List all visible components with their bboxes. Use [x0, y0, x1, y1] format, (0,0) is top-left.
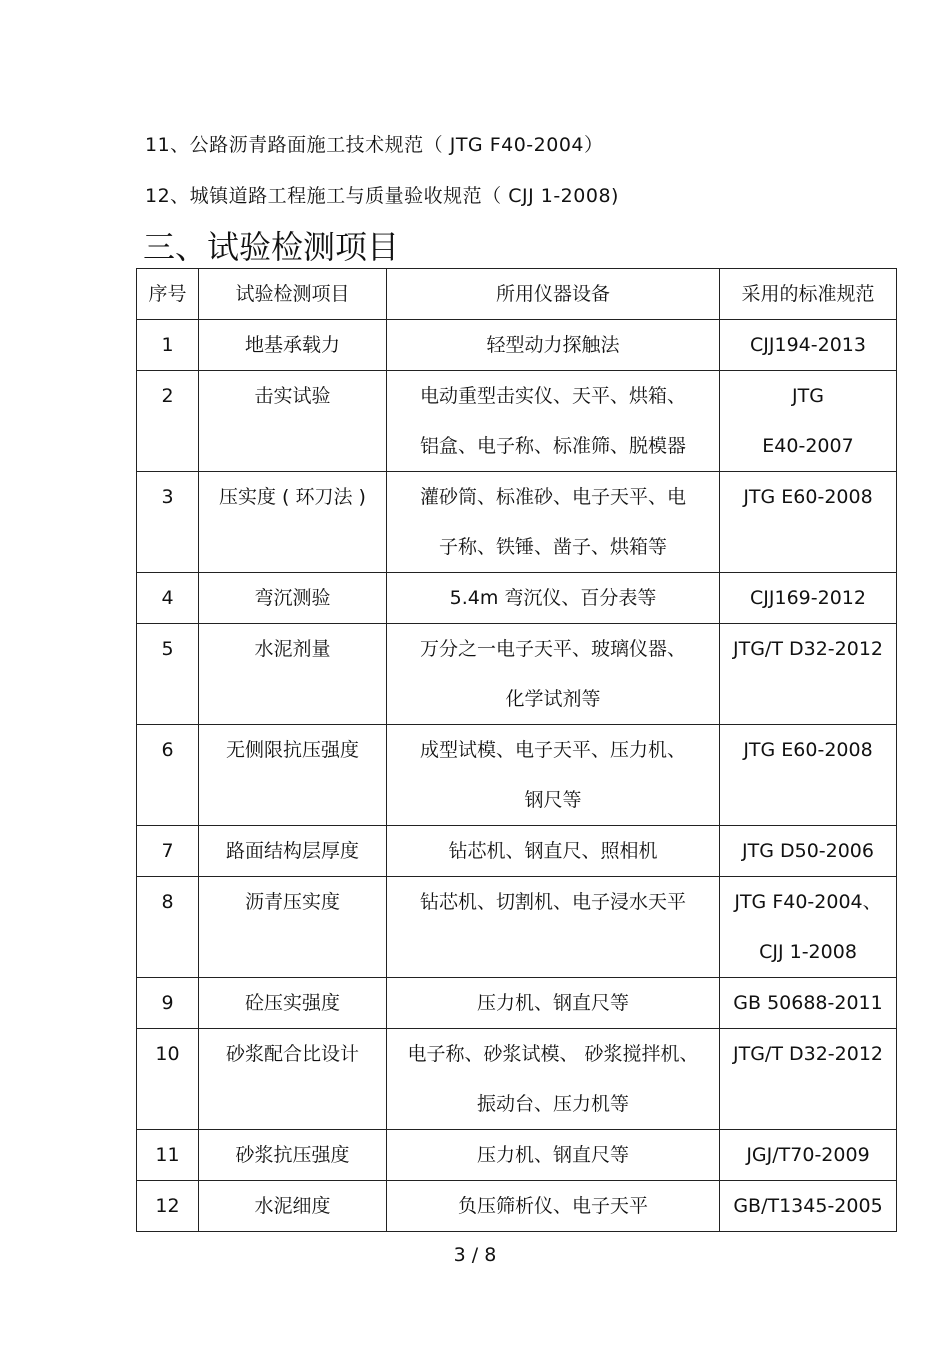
reference-line-12: 12、城镇道路工程施工与质量验收规范（ CJJ 1-2008): [145, 185, 619, 207]
table-body: [137, 320, 897, 1232]
equipment-line: 钻芯机、切割机、电子浸水天平: [419, 891, 686, 913]
row-item: 压实度 ( 环刀法 ): [199, 472, 387, 573]
row-standard: [720, 320, 897, 371]
row-no: 4: [137, 573, 199, 624]
row-standard: [720, 877, 897, 978]
table-row: [137, 1029, 897, 1130]
row-item: 路面结构层厚度: [199, 826, 387, 877]
equipment-line: 化学试剂等: [505, 688, 601, 710]
row-no: 12: [137, 1181, 199, 1232]
row-equipment: [387, 978, 720, 1029]
section-title: 三、试验检测项目: [143, 228, 400, 266]
standard-line: JTG F40-2004、: [734, 891, 882, 913]
table-row: [137, 826, 897, 877]
table-row: [137, 371, 897, 472]
row-equipment: [387, 472, 720, 573]
table-row: [137, 725, 897, 826]
row-no: 8: [137, 877, 199, 978]
standard-line: E40-2007: [762, 435, 854, 457]
equipment-line: 钢尺等: [524, 789, 582, 811]
row-item: 沥青压实度: [199, 877, 387, 978]
standard-line: GB 50688-2011: [733, 992, 883, 1014]
equipment-line: 万分之一电子天平、玻璃仪器、: [419, 638, 686, 660]
row-equipment: [387, 1181, 720, 1232]
equipment-line: 负压筛析仪、电子天平: [457, 1195, 648, 1217]
standard-line: JTG E60-2008: [743, 486, 873, 508]
row-equipment: [387, 624, 720, 725]
row-standard: [720, 573, 897, 624]
table-row: [137, 320, 897, 371]
row-equipment: [387, 371, 720, 472]
equipment-line: 铝盒、电子称、标准筛、脱模器: [419, 435, 686, 457]
equipment-line: 电动重型击实仪、天平、烘箱、: [419, 385, 686, 407]
table-row: [137, 877, 897, 978]
row-equipment: [387, 725, 720, 826]
row-no: 6: [137, 725, 199, 826]
header-standard: 采用的标准规范: [720, 269, 897, 320]
table-row: [137, 624, 897, 725]
row-equipment: [387, 877, 720, 978]
row-no: 7: [137, 826, 199, 877]
standard-line: CJJ 1-2008: [759, 941, 857, 963]
row-item: 弯沉测验: [199, 573, 387, 624]
table-row: [137, 472, 897, 573]
row-no: 5: [137, 624, 199, 725]
row-item: 地基承载力: [199, 320, 387, 371]
row-standard: [720, 1029, 897, 1130]
row-item: 水泥剂量: [199, 624, 387, 725]
table-row: [137, 978, 897, 1029]
table-header-row: [137, 269, 897, 320]
row-standard: [720, 1181, 897, 1232]
row-no: 9: [137, 978, 199, 1029]
standard-line: CJJ194-2013: [750, 334, 866, 356]
row-standard: [720, 472, 897, 573]
row-no: 1: [137, 320, 199, 371]
equipment-line: 压力机、钢直尺等: [476, 1144, 629, 1166]
equipment-line: 灌砂筒、标准砂、电子天平、电: [419, 486, 686, 508]
row-item: 无侧限抗压强度: [199, 725, 387, 826]
standard-line: CJJ169-2012: [750, 587, 866, 609]
standard-line: JTG E60-2008: [743, 739, 873, 761]
row-equipment: [387, 826, 720, 877]
row-no: 10: [137, 1029, 199, 1130]
header-item: 试验检测项目: [199, 269, 387, 320]
standard-line: JTG/T D32-2012: [733, 638, 883, 660]
row-item: 砼压实强度: [199, 978, 387, 1029]
equipment-line: 电子称、砂浆试模、 砂浆搅拌机、: [407, 1043, 699, 1065]
row-standard: [720, 725, 897, 826]
test-items-table: [136, 268, 897, 1232]
header-no: 序号: [137, 269, 199, 320]
row-standard: [720, 826, 897, 877]
row-standard: [720, 978, 897, 1029]
row-item: 击实试验: [199, 371, 387, 472]
equipment-line: 钻芯机、钢直尺、照相机: [448, 840, 658, 862]
row-item: 水泥细度: [199, 1181, 387, 1232]
standard-line: JTG: [792, 385, 824, 407]
header-equipment: 所用仪器设备: [387, 269, 720, 320]
row-equipment: [387, 320, 720, 371]
equipment-line: 振动台、压力机等: [476, 1093, 629, 1115]
row-item: 砂浆抗压强度: [199, 1130, 387, 1181]
row-equipment: [387, 573, 720, 624]
equipment-line: 轻型动力探触法: [486, 334, 620, 356]
row-equipment: [387, 1029, 720, 1130]
standard-line: GB/T1345-2005: [733, 1195, 883, 1217]
reference-line-11: 11、公路沥青路面施工技术规范（ JTG F40-2004）: [145, 134, 604, 156]
row-no: 11: [137, 1130, 199, 1181]
equipment-line: 5.4m 弯沉仪、百分表等: [449, 587, 657, 609]
equipment-line: 成型试模、电子天平、压力机、: [419, 739, 686, 761]
row-item: 砂浆配合比设计: [199, 1029, 387, 1130]
standard-line: JTG/T D32-2012: [733, 1043, 883, 1065]
standard-line: JGJ/T70-2009: [746, 1144, 870, 1166]
row-standard: [720, 1130, 897, 1181]
equipment-line: 子称、铁锤、凿子、烘箱等: [438, 536, 667, 558]
table-row: [137, 1130, 897, 1181]
page-number: 3 / 8: [453, 1244, 497, 1266]
standard-line: JTG D50-2006: [742, 840, 874, 862]
row-standard: [720, 371, 897, 472]
row-equipment: [387, 1130, 720, 1181]
equipment-line: 压力机、钢直尺等: [476, 992, 629, 1014]
row-standard: [720, 624, 897, 725]
row-no: 3: [137, 472, 199, 573]
row-no: 2: [137, 371, 199, 472]
table-row: [137, 573, 897, 624]
table-row: [137, 1181, 897, 1232]
